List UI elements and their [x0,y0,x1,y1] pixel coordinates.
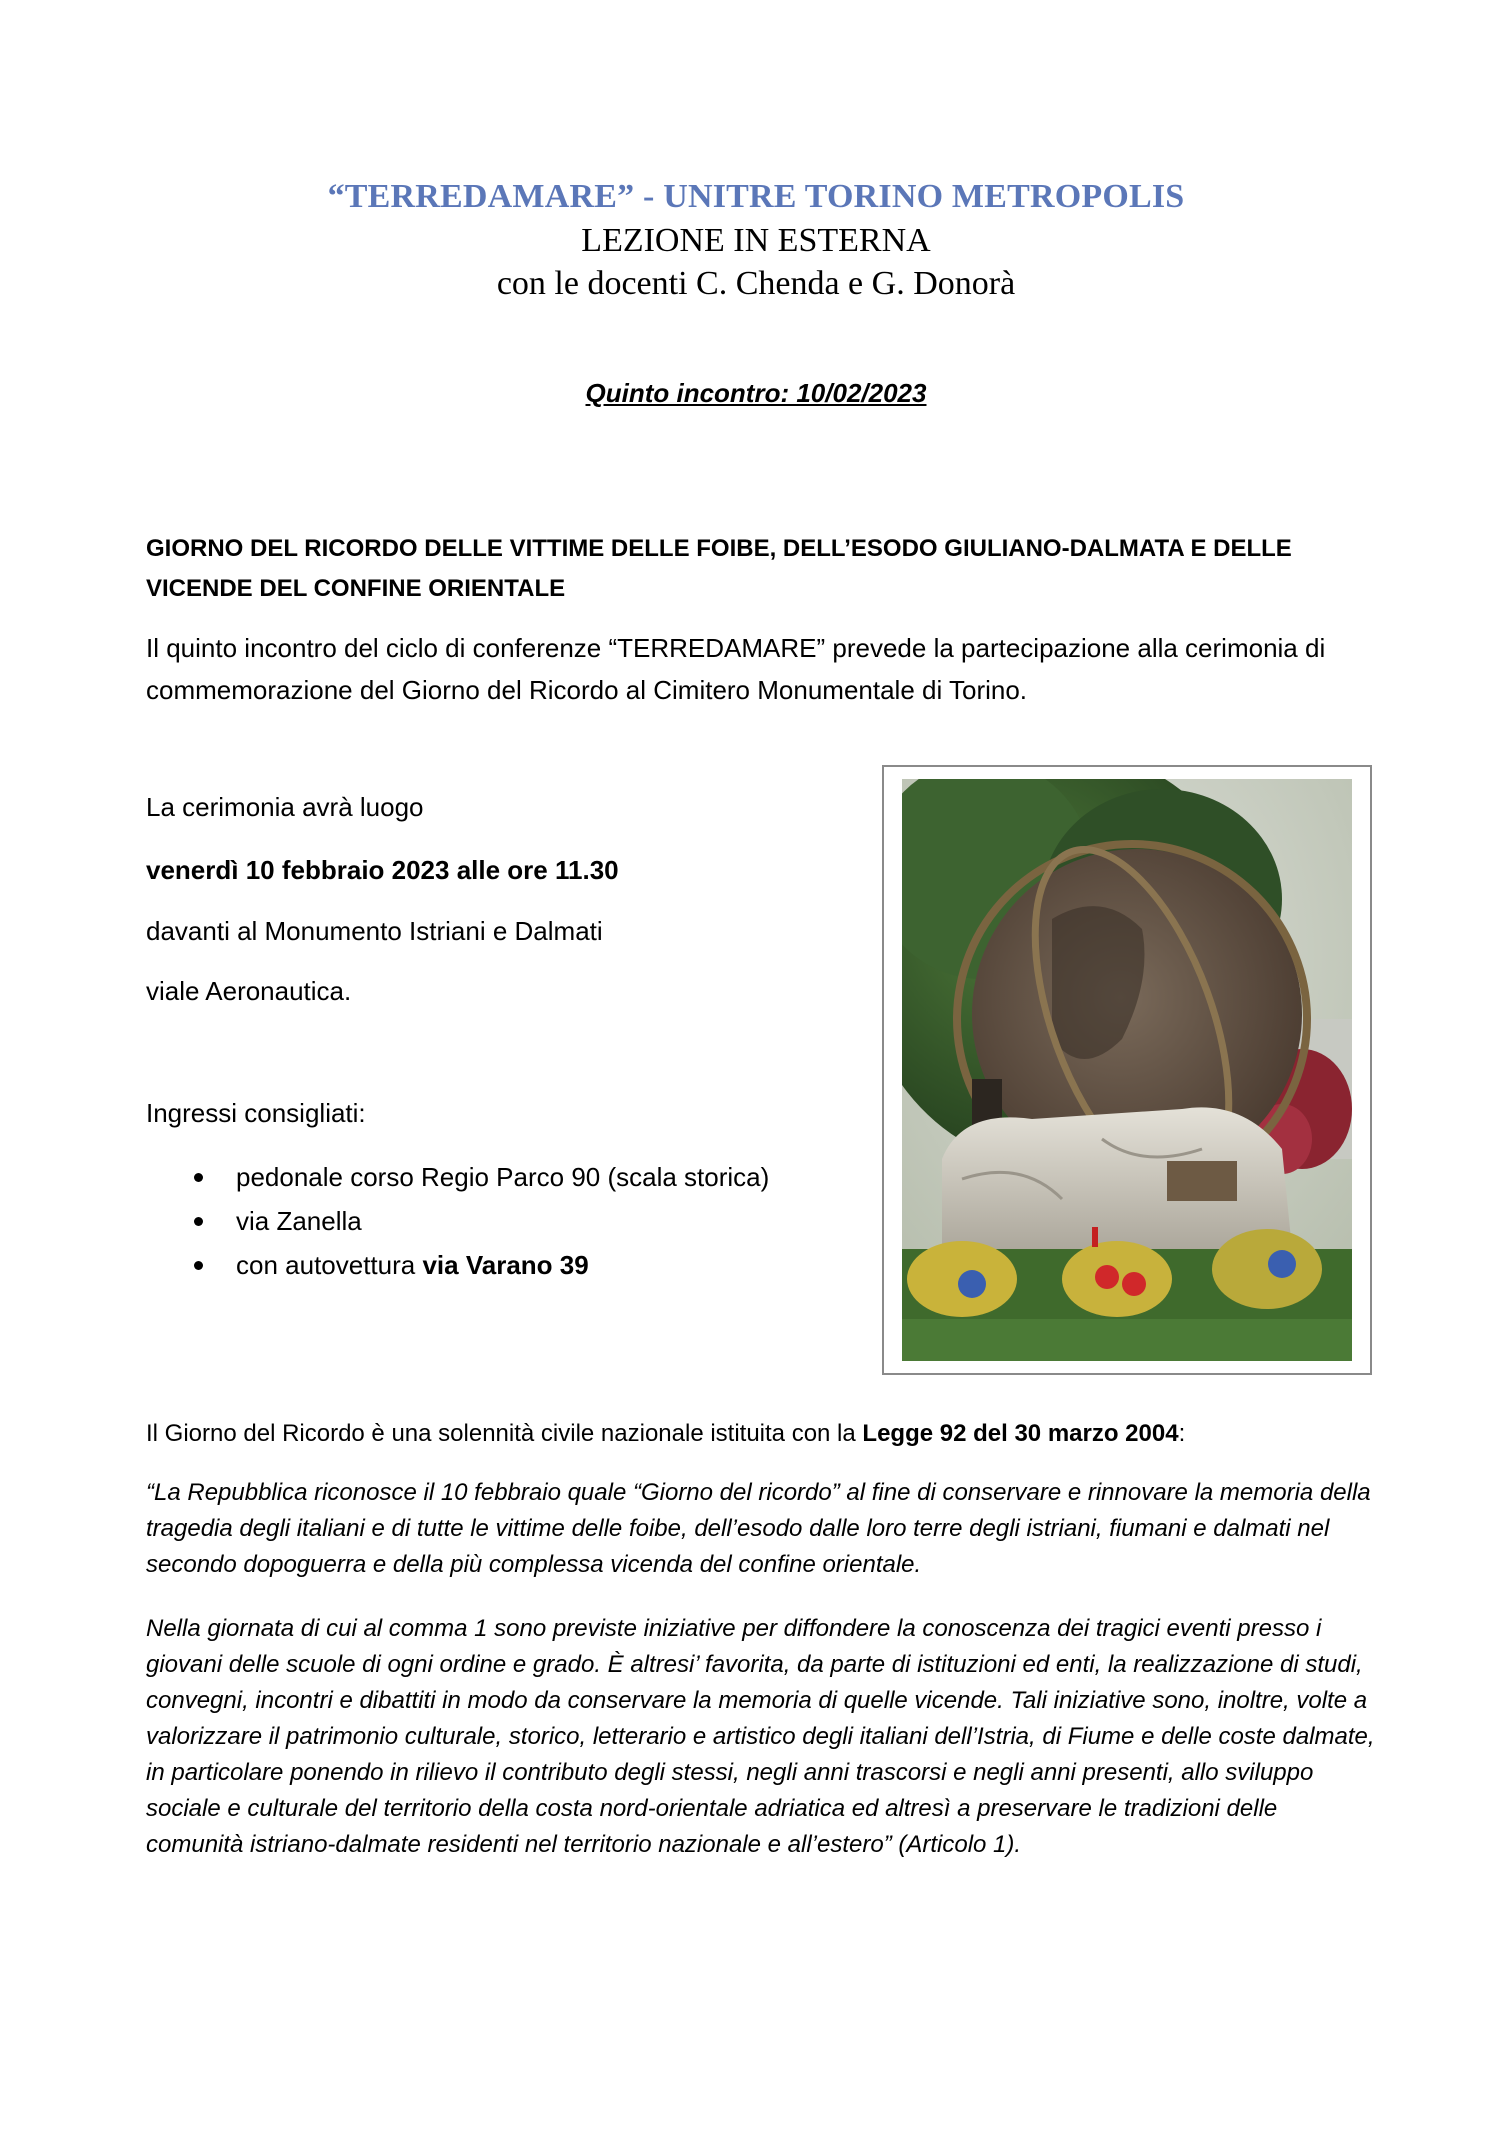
law-quote-paragraph-1: “La Repubblica riconosce il 10 febbraio quale “Giorno del ricordo” al fine di conservare e rinnovare la memoria della tragedia degli italiani e di tutte le vittime delle foibe, dell’esodo dalle loro terre degli istriani, fiumani e dalmati nel secondo dopoguerra e della più complessa vicenda del confine orientale. [146,1479,1371,1578]
monument-photo [902,779,1352,1361]
law-reference: Legge 92 del 30 marzo 2004 [862,1420,1179,1447]
list-item [190,1160,769,1204]
lesson-type: LEZIONE IN ESTERNA [581,222,931,259]
law-text-end: : [1178,1420,1186,1447]
photo-frame [882,765,1372,1375]
meeting-date-heading: Quinto incontro: 10/02/2023 [585,378,927,408]
ceremony-street: viale Aeronautica. [146,976,352,1006]
intro-paragraph: Il quinto incontro del ciclo di conferenze “TERREDAMARE” prevede la partecipazione alla cerimonia di commemorazione del Giorno del Ricordo al Cimitero Monumentale di Torino. [146,633,1326,705]
ceremony-place: davanti al Monumento Istriani e Dalmati [146,916,603,946]
monument-illustration [902,779,1352,1361]
bullet-icon [194,1261,203,1270]
bullet-icon [194,1173,203,1182]
list-item-text: con autovettura [236,1250,423,1280]
bullet-icon [194,1217,203,1226]
entrances-label: Ingressi consigliati: [146,1098,366,1128]
document-title: “TERREDAMARE” - UNITRE TORINO METROPOLIS [327,178,1185,215]
entrances-list [190,1160,769,1292]
teachers-line: con le docenti C. Chenda e G. Donorà [496,265,1016,302]
law-paragraph [146,1420,1185,1448]
list-item-text: via Zanella [236,1206,362,1236]
list-item-bold: via Varano 39 [422,1250,589,1280]
ceremony-intro: La cerimonia avrà luogo [146,792,424,822]
ceremony-date-time: venerdì 10 febbraio 2023 alle ore 11.30 [146,855,619,885]
law-quote-paragraph-2: Nella giornata di cui al comma 1 sono previste iniziative per diffondere la conoscenza dei tragici eventi presso i giovani delle scuole di ogni ordine e grado. È altresi’ favorita, da parte di istituzioni ed enti, la realizzazione di studi, convegni, incontri e dibattiti in modo da conservare la memoria di quelle vicende. Tali iniziative sono, inoltre, volte a valorizzare il patrimonio culturale, storico, letterario e artistico degli italiani dell’Istria, di Fiume e delle coste dalmate, in particolare ponendo in rilievo il contributo degli stessi, negli anni trascorsi e negli anni presenti, allo sviluppo sociale e culturale del territorio della costa nord-orientale adriatica ed altresì a preservare le tradizioni delle comunità istriano-dalmate residenti nel territorio nazionale e all’estero” (Articolo 1). [146,1615,1375,1858]
law-text: Il Giorno del Ricordo è una solennità civile nazionale istituita con la [146,1420,863,1447]
list-item [190,1204,769,1248]
list-item-text: pedonale corso Regio Parco 90 (scala storica) [236,1162,770,1192]
list-item [190,1248,769,1292]
section-heading: GIORNO DEL RICORDO DELLE VITTIME DELLE FOIBE, DELL’ESODO GIULIANO-DALMATA E DELLE VICENDE DEL CONFINE ORIENTALE [146,535,1292,602]
